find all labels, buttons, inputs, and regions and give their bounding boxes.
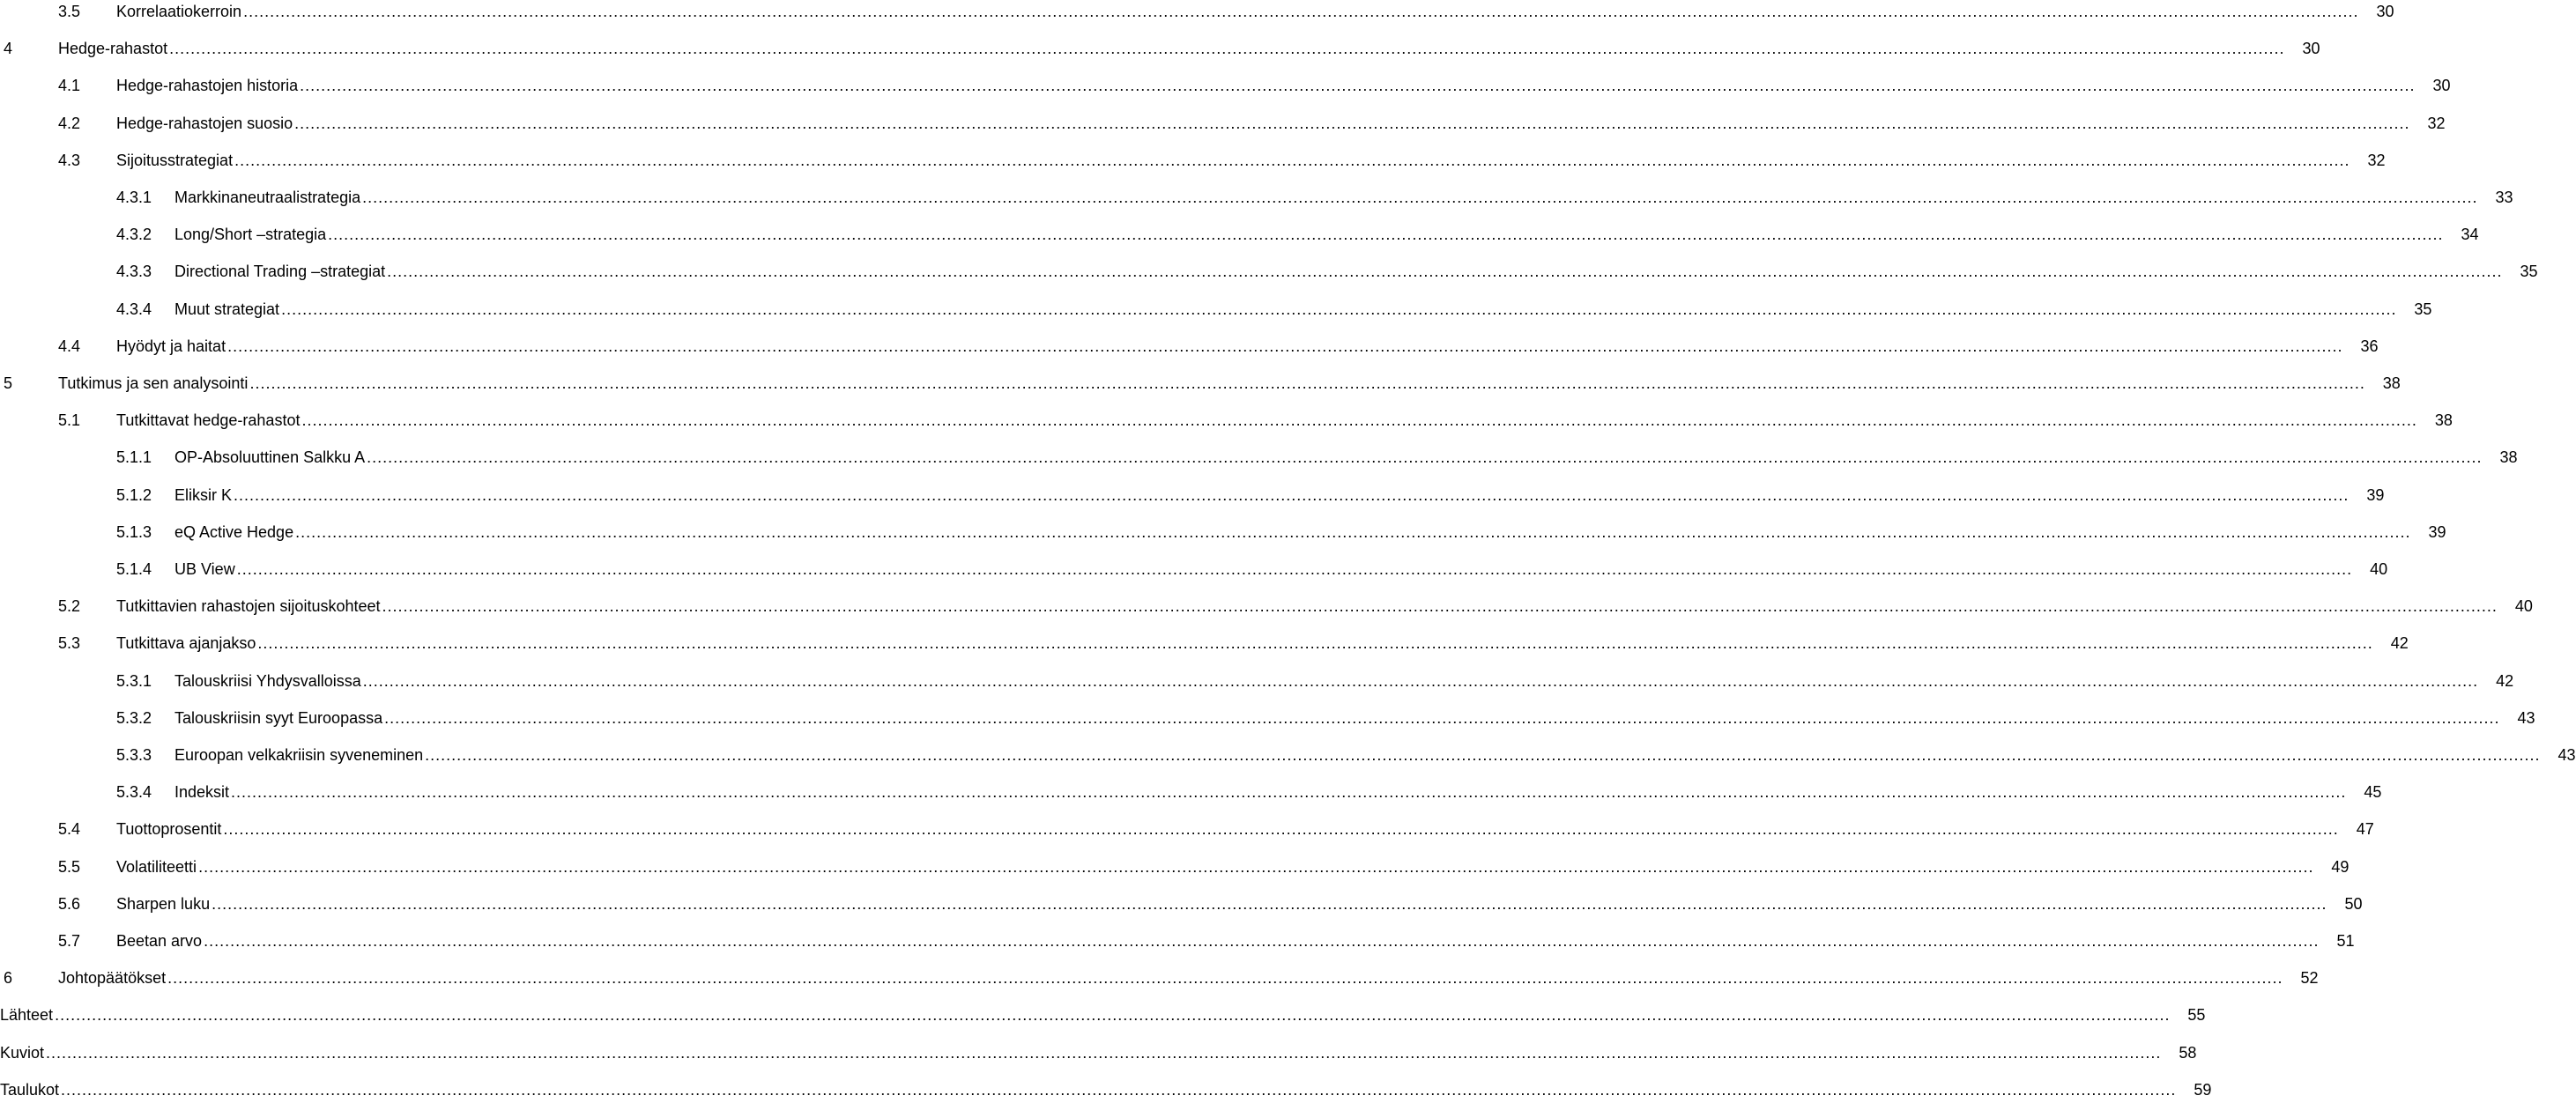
toc-entry-page-number: 33 <box>2495 189 2513 206</box>
dot-leader: ................................................................................................................................................................................................................................................................................................................................................................................................................ <box>425 746 2541 764</box>
toc-entry-title: OP-Absoluuttinen Salkku A <box>174 448 366 467</box>
toc-entry-page-number: 45 <box>2364 783 2382 802</box>
toc-entry-line <box>116 891 2363 917</box>
toc-entry-number: 5.1 <box>58 411 81 430</box>
toc-entry-line <box>174 221 2479 248</box>
dot-leader: ................................................................................................................................................................................................................................................................................................................................................................................................................ <box>55 1006 2171 1025</box>
dot-leader: ................................................................................................................................................................................................................................................................................................................................................................................................................ <box>294 114 2410 132</box>
toc-entry-line <box>174 482 2385 508</box>
toc-entry-title: Markkinaneutraalistrategia <box>174 189 361 206</box>
toc-entry-line <box>116 0 2394 25</box>
toc-entry[interactable] <box>0 147 2386 174</box>
toc-entry-page-number: 42 <box>2496 671 2514 690</box>
toc-entry-title: Tutkittava ajanjakso <box>116 634 256 653</box>
dot-leader: ................................................................................................................................................................................................................................................................................................................................................................................................................ <box>223 820 2339 839</box>
toc-entry-title: Volatiliteetti <box>116 857 197 876</box>
toc-entry-line <box>116 593 2533 619</box>
toc-entry-line <box>174 258 2538 285</box>
toc-entry-line <box>174 519 2446 545</box>
toc-entry[interactable] <box>0 258 2538 285</box>
toc-entry-page-number: 38 <box>2382 374 2401 392</box>
toc-entry-title: Sijoitusstrategiat <box>116 151 234 169</box>
toc-entry[interactable] <box>0 705 2535 731</box>
toc-entry[interactable] <box>0 221 2479 248</box>
dot-leader: ................................................................................................................................................................................................................................................................................................................................................................................................................ <box>300 77 2416 95</box>
toc-entry-title: Hedge-rahastot <box>58 40 168 58</box>
toc-entry-page-number: 52 <box>2300 969 2319 988</box>
dot-leader: ................................................................................................................................................................................................................................................................................................................................................................................................................ <box>257 634 2373 653</box>
toc-entry-number: 5.3.3 <box>116 746 152 764</box>
dot-leader: ................................................................................................................................................................................................................................................................................................................................................................................................................ <box>212 894 2327 913</box>
dot-leader: ................................................................................................................................................................................................................................................................................................................................................................................................................ <box>234 151 2350 169</box>
dot-leader: ................................................................................................................................................................................................................................................................................................................................................................................................................ <box>167 969 2283 988</box>
toc-entry-page-number: 43 <box>2557 746 2576 764</box>
toc-entry[interactable] <box>0 444 2518 470</box>
toc-entry-page-number: 58 <box>2179 1043 2197 1062</box>
dot-leader: ................................................................................................................................................................................................................................................................................................................................................................................................................ <box>236 560 2353 578</box>
toc-entry-number: 4.4 <box>58 337 81 355</box>
toc-entry-number: 6 <box>4 969 13 988</box>
toc-entry-number: 5 <box>4 374 13 392</box>
toc-entry-line <box>116 72 2451 99</box>
dot-leader: ................................................................................................................................................................................................................................................................................................................................................................................................................ <box>169 40 2285 58</box>
toc-entry[interactable] <box>0 556 2388 582</box>
toc-entry-title: Long/Short –strategia <box>174 226 327 244</box>
dot-leader: ................................................................................................................................................................................................................................................................................................................................................................................................................ <box>384 708 2500 727</box>
toc-entry-page-number: 30 <box>2376 3 2394 20</box>
toc-entry-page-number: 36 <box>2360 337 2379 355</box>
toc-entry-number: 5.2 <box>58 597 81 616</box>
toc-entry[interactable] <box>0 333 2379 359</box>
toc-entry[interactable] <box>0 1002 2206 1028</box>
toc-entry-line <box>0 1002 2206 1028</box>
toc-entry-page-number: 38 <box>2434 411 2453 430</box>
dot-leader: ................................................................................................................................................................................................................................................................................................................................................................................................................ <box>46 1043 2162 1062</box>
toc-entry-line <box>174 296 2432 322</box>
toc-entry-number: 4.3.3 <box>116 263 152 281</box>
toc-entry-number: 4.3.2 <box>116 226 152 244</box>
toc-entry[interactable] <box>0 184 2513 211</box>
toc-entry[interactable] <box>0 779 2382 805</box>
toc-entry-page-number: 40 <box>2514 597 2533 616</box>
toc-entry-title: Tutkimus ja sen analysointi <box>58 374 249 392</box>
toc-entry-page-number: 42 <box>2390 634 2409 653</box>
toc-entry-number: 5.3.4 <box>116 783 152 802</box>
toc-entry-title: UB View <box>174 560 235 578</box>
toc-entry-title: Taulukot <box>0 1080 60 1099</box>
dot-leader: ................................................................................................................................................................................................................................................................................................................................................................................................................ <box>204 932 2320 950</box>
toc-entry-number: 5.3.2 <box>116 708 152 727</box>
dot-leader: ................................................................................................................................................................................................................................................................................................................................................................................................................ <box>198 857 2314 876</box>
toc-entry-page-number: 30 <box>2432 77 2451 95</box>
toc-entry-page-number: 50 <box>2344 894 2363 913</box>
toc-entry-number: 5.7 <box>58 932 81 950</box>
toc-entry-line <box>174 668 2514 694</box>
toc-entry[interactable] <box>0 891 2363 917</box>
toc-entry-line <box>0 1077 2212 1103</box>
toc-entry-title: Kuviot <box>0 1043 45 1062</box>
toc-entry-page-number: 51 <box>2336 932 2355 950</box>
dot-leader: ................................................................................................................................................................................................................................................................................................................................................................................................................ <box>382 597 2498 616</box>
toc-entry-line <box>116 110 2446 137</box>
toc-entry-line <box>116 816 2374 842</box>
toc-entry-line <box>174 779 2382 805</box>
toc-entry-title: Tutkittavien rahastojen sijoituskohteet <box>116 597 381 616</box>
toc-entry-line <box>0 1040 2197 1066</box>
toc-entry-line <box>116 333 2379 359</box>
dot-leader: ................................................................................................................................................................................................................................................................................................................................................................................................................ <box>387 263 2503 281</box>
dot-leader: ................................................................................................................................................................................................................................................................................................................................................................................................................ <box>281 300 2397 318</box>
dot-leader: ................................................................................................................................................................................................................................................................................................................................................................................................................ <box>362 189 2478 206</box>
toc-entry[interactable] <box>0 593 2533 619</box>
toc-entry-page-number: 59 <box>2194 1080 2212 1099</box>
toc-entry-line <box>174 556 2388 582</box>
toc-entry-number: 5.3 <box>58 634 81 653</box>
toc-entry-number: 5.1.3 <box>116 522 152 541</box>
toc-entry-page-number: 32 <box>2427 114 2446 132</box>
toc-entry-title: Muut strategiat <box>174 300 280 318</box>
toc-entry-title: Korrelaatiokerroin <box>116 3 242 20</box>
toc-entry-page-number: 39 <box>2366 485 2385 504</box>
toc-entry[interactable] <box>0 407 2453 433</box>
toc-entry-page-number: 34 <box>2461 226 2479 244</box>
toc-entry-number: 3.5 <box>58 3 81 20</box>
dot-leader: ................................................................................................................................................................................................................................................................................................................................................................................................................ <box>227 337 2343 355</box>
toc-entry-number: 4.2 <box>58 114 81 132</box>
toc-entry[interactable] <box>0 816 2374 842</box>
toc-entry[interactable] <box>0 668 2514 694</box>
dot-leader: ................................................................................................................................................................................................................................................................................................................................................................................................................ <box>234 485 2350 504</box>
toc-entry-number: 5.1.2 <box>116 485 152 504</box>
toc-entry[interactable] <box>0 0 2394 25</box>
toc-entry[interactable] <box>0 110 2446 137</box>
toc-entry-number: 5.1.1 <box>116 448 152 467</box>
toc-entry-line <box>174 742 2576 768</box>
toc-entry[interactable] <box>0 742 2576 768</box>
toc-entry-line <box>174 705 2535 731</box>
toc-entry-number: 5.5 <box>58 857 81 876</box>
toc-entry[interactable] <box>0 1077 2212 1103</box>
toc-entry[interactable] <box>0 72 2451 99</box>
toc-entry-title: Talouskriisi Yhdysvalloissa <box>174 671 361 690</box>
toc-entry-number: 5.6 <box>58 894 81 913</box>
toc-entry[interactable] <box>0 854 2350 880</box>
toc-entry-title: Euroopan velkakriisin syveneminen <box>174 746 424 764</box>
toc-entry[interactable] <box>0 296 2432 322</box>
toc-entry-page-number: 49 <box>2331 857 2350 876</box>
toc-entry[interactable] <box>0 630 2409 656</box>
toc-entry[interactable] <box>0 519 2446 545</box>
toc-entry-title: Lähteet <box>0 1006 54 1025</box>
toc-entry-line <box>58 965 2319 991</box>
toc-entry-title: Talouskriisin syyt Euroopassa <box>174 708 383 727</box>
toc-entry-title: Tutkittavat hedge-rahastot <box>116 411 301 430</box>
toc-entry[interactable] <box>0 965 2319 991</box>
toc-entry-number: 5.3.1 <box>116 671 152 690</box>
dot-leader: ................................................................................................................................................................................................................................................................................................................................................................................................................ <box>367 448 2483 467</box>
toc-entry-page-number: 35 <box>2414 300 2432 318</box>
toc-entry-title: Hedge-rahastojen suosio <box>116 114 293 132</box>
toc-entry[interactable] <box>0 1040 2197 1066</box>
toc-entry-title: Tuottoprosentit <box>116 820 222 839</box>
toc-entry[interactable] <box>0 928 2355 954</box>
toc-entry-page-number: 39 <box>2428 522 2446 541</box>
toc-entry-line <box>58 35 2320 62</box>
toc-entry-page-number: 32 <box>2367 151 2386 169</box>
toc-entry-title: eQ Active Hedge <box>174 522 294 541</box>
toc-entry-line <box>116 147 2386 174</box>
toc-entry-page-number: 35 <box>2520 263 2538 281</box>
toc-entry-number: 4.1 <box>58 77 81 95</box>
toc-entry-number: 4.3 <box>58 151 81 169</box>
toc-entry-title: Directional Trading –strategiat <box>174 263 386 281</box>
dot-leader: ................................................................................................................................................................................................................................................................................................................................................................................................................ <box>231 783 2347 802</box>
toc-entry-page-number: 38 <box>2499 448 2518 467</box>
toc-entry-line <box>116 854 2350 880</box>
dot-leader: ................................................................................................................................................................................................................................................................................................................................................................................................................ <box>295 522 2411 541</box>
toc-entry-number: 5.4 <box>58 820 81 839</box>
toc-entry-page-number: 40 <box>2370 560 2388 578</box>
toc-entry-page-number: 55 <box>2187 1006 2206 1025</box>
toc-entry-title: Eliksir K <box>174 485 233 504</box>
toc-entry-title: Hedge-rahastojen historia <box>116 77 299 95</box>
toc-entry-number: 4 <box>4 40 13 58</box>
toc-entry-number: 5.1.4 <box>116 560 152 578</box>
toc-entry-page-number: 30 <box>2302 40 2320 58</box>
dot-leader: ................................................................................................................................................................................................................................................................................................................................................................................................................ <box>362 671 2479 690</box>
dot-leader: ................................................................................................................................................................................................................................................................................................................................................................................................................ <box>328 226 2444 244</box>
toc-entry-title: Indeksit <box>174 783 230 802</box>
toc-entry-page-number: 47 <box>2356 820 2374 839</box>
toc-entry-page-number: 43 <box>2517 708 2535 727</box>
dot-leader: ................................................................................................................................................................................................................................................................................................................................................................................................................ <box>243 3 2359 20</box>
toc-entry-line <box>116 928 2355 954</box>
dot-leader: ................................................................................................................................................................................................................................................................................................................................................................................................................ <box>61 1080 2177 1099</box>
dot-leader: ................................................................................................................................................................................................................................................................................................................................................................................................................ <box>249 374 2365 392</box>
toc-entry-line <box>58 370 2401 396</box>
toc-entry-title: Johtopäätökset <box>58 969 167 988</box>
toc-entry-line <box>116 630 2409 656</box>
toc-entry-line <box>116 407 2453 433</box>
toc-entry-title: Sharpen luku <box>116 894 211 913</box>
toc-entry-number: 4.3.1 <box>116 189 152 206</box>
toc-entry-line <box>174 444 2518 470</box>
toc-entry[interactable] <box>0 35 2320 62</box>
toc-entry[interactable] <box>0 482 2385 508</box>
toc-entry-number: 4.3.4 <box>116 300 152 318</box>
toc-entry-line <box>174 184 2513 211</box>
dot-leader: ................................................................................................................................................................................................................................................................................................................................................................................................................ <box>301 411 2417 430</box>
toc-entry[interactable] <box>0 370 2401 396</box>
toc-entry-title: Hyödyt ja haitat <box>116 337 226 355</box>
toc-entry-title: Beetan arvo <box>116 932 203 950</box>
